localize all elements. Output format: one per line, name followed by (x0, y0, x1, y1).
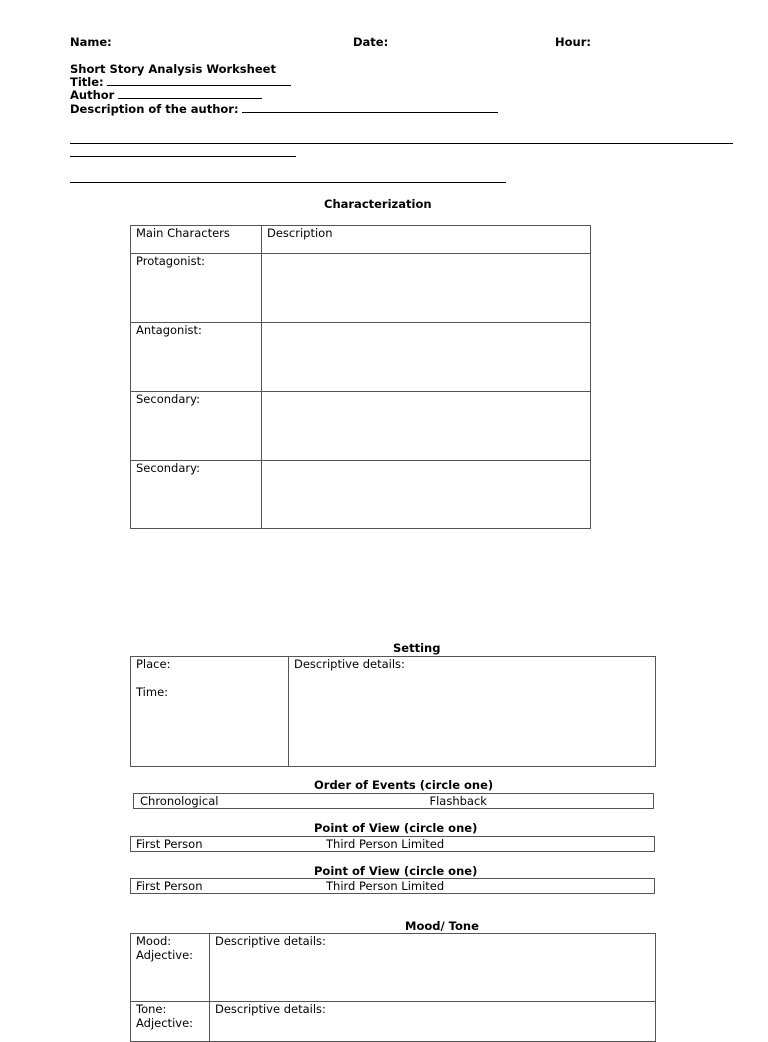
point-of-view-table (130, 836, 655, 852)
description-header: Description (262, 226, 591, 254)
third-person-limited-option[interactable]: Third Person Limited (326, 837, 445, 851)
secondary-description-cell[interactable] (262, 461, 591, 529)
order-of-events-heading: Order of Events (circle one) (314, 778, 494, 792)
order-of-events-options (134, 794, 654, 809)
mood-tone-heading: Mood/ Tone (405, 919, 479, 933)
description-blank[interactable] (242, 102, 498, 113)
point-of-view-options (131, 879, 655, 894)
worksheet-title: Short Story Analysis Worksheet (70, 62, 276, 76)
characterization-table (130, 225, 591, 529)
point-of-view-heading: Point of View (circle one) (314, 821, 478, 835)
description-line (70, 102, 498, 116)
table-row (131, 461, 591, 529)
title-line (70, 75, 291, 89)
description-label: Description of the author: (70, 102, 239, 116)
author-blank[interactable] (118, 88, 262, 99)
time-label: Time: (136, 685, 169, 699)
author-line (70, 88, 262, 102)
antagonist-label: Antagonist: (131, 323, 262, 392)
main-characters-header: Main Characters (131, 226, 262, 254)
mood-cell[interactable] (131, 934, 210, 1002)
characterization-heading: Characterization (324, 197, 432, 211)
blank-line-1[interactable] (70, 143, 733, 144)
tone-cell[interactable] (131, 1002, 210, 1042)
point-of-view-heading: Point of View (circle one) (314, 864, 478, 878)
author-label: Author (70, 88, 115, 102)
adjective-label: Adjective: (136, 1016, 194, 1030)
chronological-option[interactable]: Chronological (140, 794, 219, 808)
place-time-cell[interactable] (131, 657, 289, 767)
tone-details-cell[interactable] (210, 1002, 656, 1042)
title-blank[interactable] (107, 75, 291, 86)
protagonist-label: Protagonist: (131, 254, 262, 323)
secondary-description-cell[interactable] (262, 392, 591, 461)
table-row (131, 1002, 656, 1042)
protagonist-description-cell[interactable] (262, 254, 591, 323)
table-header-row (131, 226, 591, 254)
mood-label: Mood: (136, 934, 172, 948)
table-row (131, 254, 591, 323)
title-label: Title: (70, 75, 104, 89)
tone-label: Tone: (136, 1002, 167, 1016)
name-label: Name: (70, 35, 112, 49)
secondary-label: Secondary: (131, 461, 262, 529)
first-person-option[interactable]: First Person (136, 837, 203, 851)
third-person-limited-option[interactable]: Third Person Limited (326, 879, 445, 893)
point-of-view-options (131, 837, 655, 852)
order-of-events-table (133, 793, 654, 809)
mood-tone-table (130, 933, 656, 1042)
antagonist-description-cell[interactable] (262, 323, 591, 392)
point-of-view-table (130, 878, 655, 894)
flashback-option[interactable]: Flashback (429, 793, 487, 808)
first-person-option[interactable]: First Person (136, 879, 203, 893)
mood-details-label: Descriptive details: (215, 934, 326, 948)
blank-line-3[interactable] (70, 182, 506, 183)
adjective-label: Adjective: (136, 948, 194, 962)
hour-label: Hour: (555, 35, 591, 49)
tone-details-label: Descriptive details: (215, 1002, 326, 1016)
table-row (131, 323, 591, 392)
mood-details-cell[interactable] (210, 934, 656, 1002)
setting-details-cell[interactable] (289, 657, 656, 767)
table-row (131, 392, 591, 461)
setting-details-label: Descriptive details: (294, 657, 405, 671)
blank-line-2[interactable] (70, 156, 296, 157)
place-label: Place: (136, 657, 171, 671)
table-row (131, 934, 656, 1002)
setting-heading: Setting (393, 641, 441, 655)
secondary-label: Secondary: (131, 392, 262, 461)
date-label: Date: (353, 35, 389, 49)
setting-table (130, 656, 656, 767)
